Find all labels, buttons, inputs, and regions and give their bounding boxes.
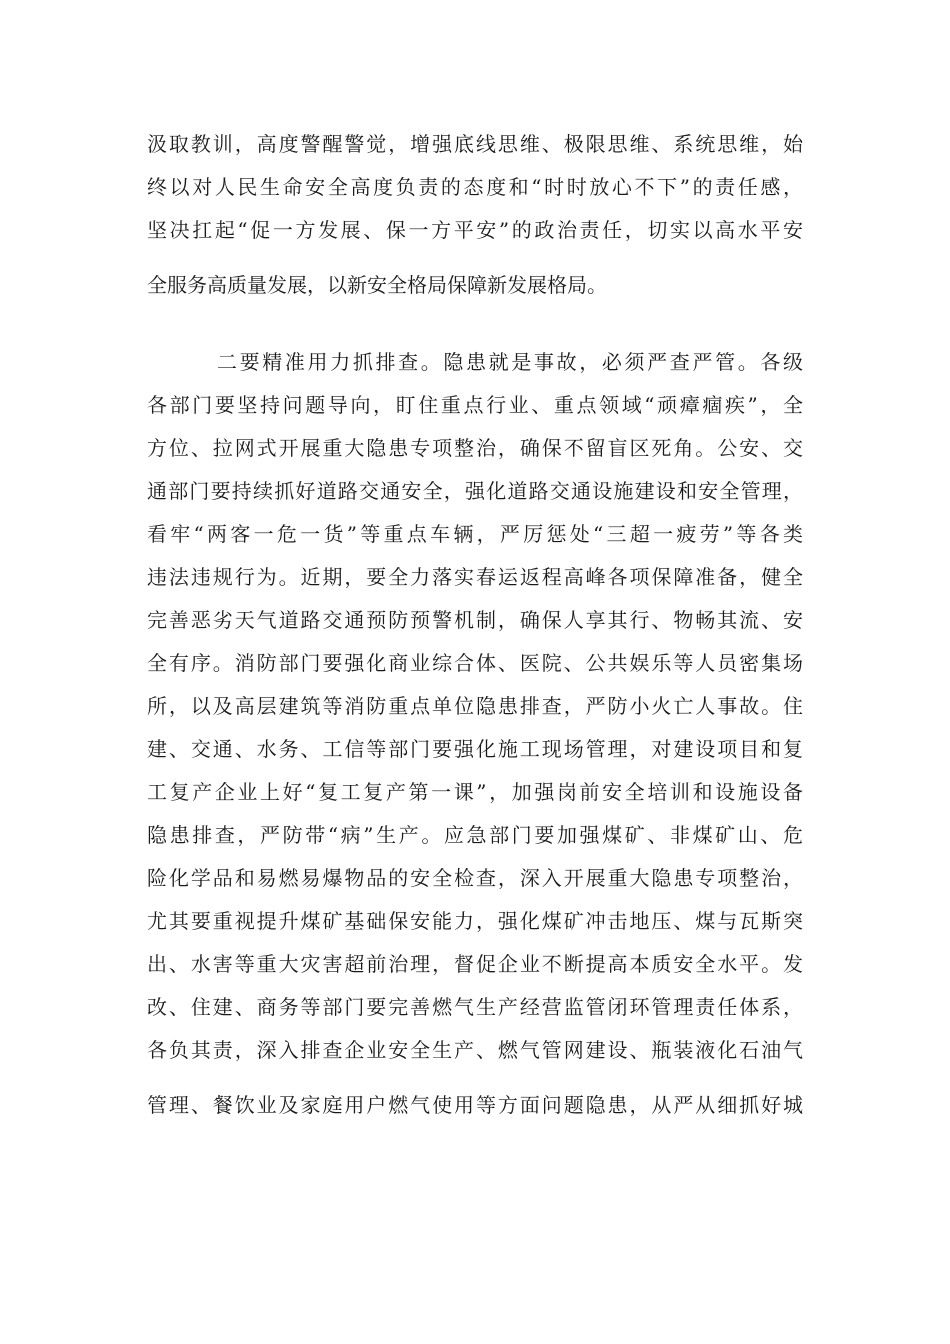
paragraph-2-line-9: 所，以及高层建筑等消防重点单位隐患排查，严防小火亡人事故。住	[147, 694, 803, 718]
paragraph-2-line-4: 通部门要持续抓好道路交通安全，强化道路交通设施建设和安全管理，	[147, 479, 803, 503]
paragraph-2-line-15: 出、水害等重大灾害超前治理，督促企业不断提高本质安全水平。发	[147, 952, 803, 976]
paragraph-2-line-17: 各负其责，深入排查企业安全生产、燃气管网建设、瓶装液化石油气	[147, 1038, 803, 1062]
paragraph-2-line-13: 险化学品和易燃易爆物品的安全检查，深入开展重大隐患专项整治，	[147, 866, 803, 890]
paragraph-2-line-1: 二要精准用力抓排查。隐患就是事故，必须严查严管。各级	[217, 350, 803, 374]
paragraph-1-line-2: 终以对人民生命安全高度负责的态度和“时时放心不下”的责任感，	[147, 175, 803, 199]
paragraph-2-line-18: 管理、餐饮业及家庭用户燃气使用等方面问题隐患，从严从细抓好城	[147, 1093, 803, 1117]
paragraph-2-line-16: 改、住建、商务等部门要完善燃气生产经营监管闭环管理责任体系，	[147, 995, 803, 1019]
paragraph-2-line-12: 隐患排查，严防带“病”生产。应急部门要加强煤矿、非煤矿山、危	[147, 823, 803, 847]
paragraph-2-line-6: 违法违规行为。近期，要全力落实春运返程高峰各项保障准备，健全	[147, 565, 803, 589]
paragraph-2-line-8: 全有序。消防部门要强化商业综合体、医院、公共娱乐等人员密集场	[147, 651, 803, 675]
paragraph-2-line-7: 完善恶劣天气道路交通预防预警机制，确保人享其行、物畅其流、安	[147, 608, 803, 632]
paragraph-2-line-11: 工复产企业上好“复工复产第一课”，加强岗前安全培训和设施设备	[147, 780, 803, 804]
paragraph-2-line-14: 尤其要重视提升煤矿基础保安能力，强化煤矿冲击地压、煤与瓦斯突	[147, 909, 803, 933]
paragraph-2-line-5: 看牢“两客一危一货”等重点车辆，严厉惩处“三超一疲劳”等各类	[147, 522, 803, 546]
paragraph-2-line-3: 方位、拉网式开展重大隐患专项整治，确保不留盲区死角。公安、交	[147, 436, 803, 460]
paragraph-2-line-10: 建、交通、水务、工信等部门要强化施工现场管理，对建设项目和复	[147, 737, 803, 761]
paragraph-1-line-1: 汲取教训，高度警醒警觉，增强底线思维、极限思维、系统思维，始	[147, 132, 803, 156]
paragraph-1-line-3: 坚决扛起“促一方发展、保一方平安”的政治责任，切实以高水平安	[147, 218, 803, 242]
paragraph-2-line-2: 各部门要坚持问题导向，盯住重点行业、重点领域“顽瘴痼疾”，全	[147, 393, 803, 417]
paragraph-1-line-4: 全服务高质量发展，以新安全格局保障新发展格局。	[147, 273, 607, 297]
